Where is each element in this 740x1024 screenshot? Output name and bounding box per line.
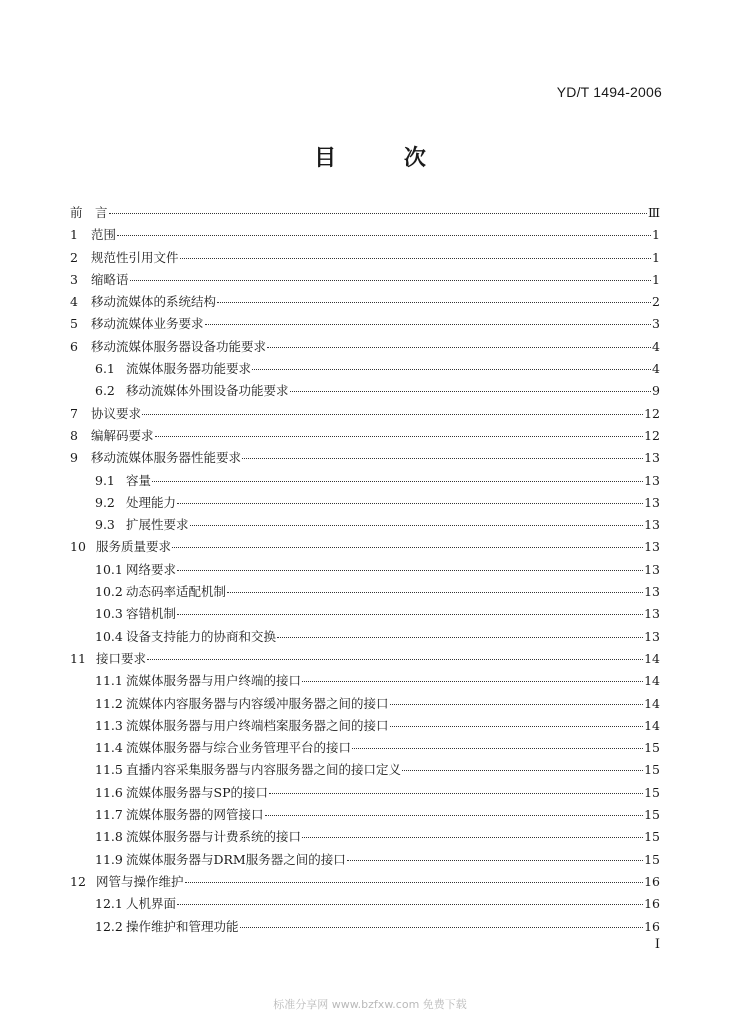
dot-leader xyxy=(177,904,643,905)
toc-entry-number: 3 xyxy=(70,271,78,287)
toc-entry-number: 12 xyxy=(70,873,86,889)
dot-leader xyxy=(390,704,644,705)
toc-entry[interactable] xyxy=(70,560,660,582)
toc-entry-page: 13 xyxy=(644,450,660,466)
toc-entry-title: 流媒体服务器与DRM服务器之间的接口 xyxy=(126,851,346,867)
toc-entry-title: 流媒体服务器功能要求 xyxy=(126,361,252,377)
toc-entry-page: 1 xyxy=(652,227,660,243)
dot-leader xyxy=(180,258,652,259)
toc-entry[interactable] xyxy=(70,894,660,916)
toc-entry-number: 12.1 xyxy=(95,896,123,912)
toc-entry-title: 流媒体内容服务器与内容缓冲服务器之间的接口 xyxy=(126,695,389,711)
toc-entry-page: 15 xyxy=(644,784,660,800)
toc-entry-number: 11.9 xyxy=(95,851,123,867)
toc-entry-number: 11.4 xyxy=(95,740,123,756)
dot-leader xyxy=(177,503,643,504)
page-title: 目 次 xyxy=(314,146,456,171)
toc-entry-page: 13 xyxy=(644,539,660,555)
dot-leader xyxy=(147,659,643,660)
toc-entry-title: 流媒体服务器与计费系统的接口 xyxy=(126,829,302,845)
dot-leader xyxy=(352,748,643,749)
toc-entry-page: Ⅲ xyxy=(647,205,660,220)
toc-entry-page: 15 xyxy=(644,740,660,756)
dot-leader xyxy=(142,414,643,415)
watermark-text: 标准分享网 www.bzfxw.com 免费下载 xyxy=(273,998,467,1011)
toc-entry[interactable] xyxy=(70,537,660,559)
toc-entry-title: 直播内容采集服务器与内容服务器之间的接口定义 xyxy=(126,762,402,778)
toc-entry-page: 12 xyxy=(644,427,660,443)
toc-entry[interactable] xyxy=(70,337,660,359)
toc-entry-number: 9.2 xyxy=(95,494,115,510)
toc-entry-page: 15 xyxy=(644,807,660,823)
toc-entry[interactable] xyxy=(70,649,660,671)
dot-leader xyxy=(190,525,644,526)
toc-entry-title: 流媒体服务器与用户终端的接口 xyxy=(126,673,302,689)
toc-entry-title: 接口要求 xyxy=(96,650,147,666)
dot-leader xyxy=(240,927,644,928)
toc-entry[interactable] xyxy=(70,248,660,270)
toc-entry-number: 11.7 xyxy=(95,807,123,823)
toc-entry[interactable] xyxy=(70,671,660,693)
toc-entry-title: 容错机制 xyxy=(126,606,177,622)
toc-entry-number: 2 xyxy=(70,249,78,265)
toc-entry-page: 16 xyxy=(644,873,660,889)
toc-entry-number: 8 xyxy=(70,427,78,443)
toc-entry-title: 扩展性要求 xyxy=(126,517,189,533)
dot-leader xyxy=(177,614,643,615)
toc-entry-title: 移动流媒体服务器设备功能要求 xyxy=(91,338,267,354)
toc-entry-title: 移动流媒体外围设备功能要求 xyxy=(126,383,289,399)
dot-leader xyxy=(290,391,652,392)
table-of-contents xyxy=(70,203,660,939)
toc-entry-title: 缩略语 xyxy=(91,271,129,287)
dot-leader xyxy=(242,458,643,459)
toc-entry-title: 移动流媒体服务器性能要求 xyxy=(91,450,242,466)
toc-entry[interactable] xyxy=(70,270,660,292)
toc-entry-number: 6.2 xyxy=(95,383,115,399)
toc-entry[interactable] xyxy=(70,783,660,805)
toc-entry[interactable] xyxy=(70,381,660,403)
toc-entry-number: 9.3 xyxy=(95,517,115,533)
toc-entry-number: 11.8 xyxy=(95,829,123,845)
dot-leader xyxy=(347,860,643,861)
toc-entry[interactable] xyxy=(70,582,660,604)
toc-entry-page: 16 xyxy=(644,896,660,912)
toc-entry-page: 13 xyxy=(644,584,660,600)
toc-entry-page: 13 xyxy=(644,561,660,577)
toc-entry[interactable] xyxy=(70,917,660,939)
toc-entry-page: 1 xyxy=(652,249,660,265)
dot-leader xyxy=(277,637,643,638)
toc-entry-page: 16 xyxy=(644,918,660,934)
toc-entry-page: 12 xyxy=(644,405,660,421)
toc-entry-number: 10.2 xyxy=(95,584,123,600)
toc-entry-number: 11.2 xyxy=(95,695,123,711)
toc-entry-number: 1 xyxy=(70,227,78,243)
toc-entry[interactable] xyxy=(70,627,660,649)
toc-entry-title: 流媒体服务器与综合业务管理平台的接口 xyxy=(126,740,352,756)
toc-entry-title: 范围 xyxy=(91,227,117,243)
toc-entry-page: 14 xyxy=(644,650,660,666)
toc-entry[interactable] xyxy=(70,493,660,515)
toc-entry-page: 14 xyxy=(644,673,660,689)
toc-entry-title: 网管与操作维护 xyxy=(96,873,184,889)
toc-entry-page: 15 xyxy=(644,851,660,867)
toc-entry-title: 网络要求 xyxy=(126,561,177,577)
dot-leader xyxy=(227,592,643,593)
toc-entry-title: 协议要求 xyxy=(91,405,142,421)
dot-leader xyxy=(130,280,652,281)
dot-leader xyxy=(302,837,643,838)
toc-entry-page: 15 xyxy=(644,829,660,845)
toc-entry[interactable] xyxy=(70,694,660,716)
toc-entry-number: 5 xyxy=(70,316,78,332)
toc-entry-number: 4 xyxy=(70,294,78,310)
toc-entry-title: 动态码率适配机制 xyxy=(126,584,227,600)
toc-entry-page: 13 xyxy=(644,606,660,622)
toc-entry-number: 11.6 xyxy=(95,784,123,800)
toc-entry-page: 14 xyxy=(644,695,660,711)
toc-entry[interactable] xyxy=(70,716,660,738)
toc-entry[interactable] xyxy=(70,872,660,894)
dot-leader xyxy=(152,481,643,482)
dot-leader xyxy=(109,213,647,214)
toc-entry-page: 15 xyxy=(644,762,660,778)
toc-entry-title: 处理能力 xyxy=(126,494,177,510)
toc-entry[interactable] xyxy=(70,805,660,827)
toc-entry-number: 9.1 xyxy=(95,472,115,488)
toc-entry[interactable] xyxy=(70,426,660,448)
toc-entry[interactable] xyxy=(70,827,660,849)
toc-entry-number: 9 xyxy=(70,450,78,466)
dot-leader xyxy=(252,369,651,370)
toc-entry-title: 流媒体服务器的网管接口 xyxy=(126,807,264,823)
toc-entry-number: 11.5 xyxy=(95,762,123,778)
toc-entry-number: 6 xyxy=(70,338,78,354)
dot-leader xyxy=(117,235,651,236)
toc-entry[interactable] xyxy=(70,225,660,247)
toc-entry-title: 编解码要求 xyxy=(91,427,154,443)
toc-entry-title: 规范性引用文件 xyxy=(91,249,179,265)
dot-leader xyxy=(402,770,643,771)
toc-entry-number: 10.1 xyxy=(95,561,123,577)
toc-entry-page: 1 xyxy=(652,271,660,287)
toc-entry-number: 10 xyxy=(70,539,86,555)
toc-entry-page: 13 xyxy=(644,472,660,488)
toc-entry[interactable] xyxy=(70,314,660,336)
toc-entry-page: 13 xyxy=(644,517,660,533)
toc-entry-page: 2 xyxy=(652,294,660,310)
dot-leader xyxy=(217,302,651,303)
toc-entry-page: 13 xyxy=(644,494,660,510)
toc-entry-number: 7 xyxy=(70,405,78,421)
toc-entry-number: 12.2 xyxy=(95,918,123,934)
toc-entry[interactable] xyxy=(70,359,660,381)
dot-leader xyxy=(185,882,644,883)
toc-entry-page: 13 xyxy=(644,628,660,644)
toc-entry-title: 服务质量要求 xyxy=(96,539,172,555)
toc-entry[interactable] xyxy=(70,448,660,470)
toc-entry-number: 11.1 xyxy=(95,673,123,689)
toc-entry[interactable] xyxy=(70,515,660,537)
dot-leader xyxy=(269,793,643,794)
dot-leader xyxy=(172,547,643,548)
toc-entry-page: 4 xyxy=(652,361,660,377)
dot-leader xyxy=(267,347,651,348)
toc-entry-title: 流媒体服务器与用户终端档案服务器之间的接口 xyxy=(126,717,389,733)
toc-entry-number: 11 xyxy=(70,650,86,666)
toc-entry-title: 容量 xyxy=(126,472,152,488)
toc-entry-page: 9 xyxy=(652,383,660,399)
toc-entry-title: 移动流媒体的系统结构 xyxy=(91,294,217,310)
page-number: I xyxy=(654,937,660,952)
toc-entry-title: 人机界面 xyxy=(126,896,177,912)
toc-entry-number: 11.3 xyxy=(95,717,123,733)
toc-entry[interactable] xyxy=(70,760,660,782)
toc-entry[interactable] xyxy=(70,738,660,760)
toc-entry-page: 4 xyxy=(652,338,660,354)
toc-entry-title: 设备支持能力的协商和交换 xyxy=(126,628,277,644)
toc-entry-title: 操作维护和管理功能 xyxy=(126,918,239,934)
toc-entry[interactable] xyxy=(70,292,660,314)
dot-leader xyxy=(205,324,652,325)
toc-entry-page: 3 xyxy=(652,316,660,332)
toc-entry[interactable] xyxy=(70,471,660,493)
document-code: YD/T 1494-2006 xyxy=(556,84,662,100)
toc-entry-number: 10.3 xyxy=(95,606,123,622)
toc-entry[interactable] xyxy=(70,404,660,426)
dot-leader xyxy=(155,436,644,437)
toc-entry-number: 10.4 xyxy=(95,628,123,644)
dot-leader xyxy=(302,681,643,682)
dot-leader xyxy=(177,570,643,571)
dot-leader xyxy=(390,726,644,727)
toc-entry-number: 6.1 xyxy=(95,361,115,377)
toc-entry-number: 前 言 xyxy=(70,205,108,220)
toc-entry[interactable] xyxy=(70,850,660,872)
toc-entry-title: 流媒体服务器与SP的接口 xyxy=(126,784,268,800)
dot-leader xyxy=(265,815,644,816)
toc-entry[interactable] xyxy=(70,203,660,225)
toc-entry-page: 14 xyxy=(644,717,660,733)
toc-entry-title: 移动流媒体业务要求 xyxy=(91,316,204,332)
toc-entry[interactable] xyxy=(70,604,660,626)
